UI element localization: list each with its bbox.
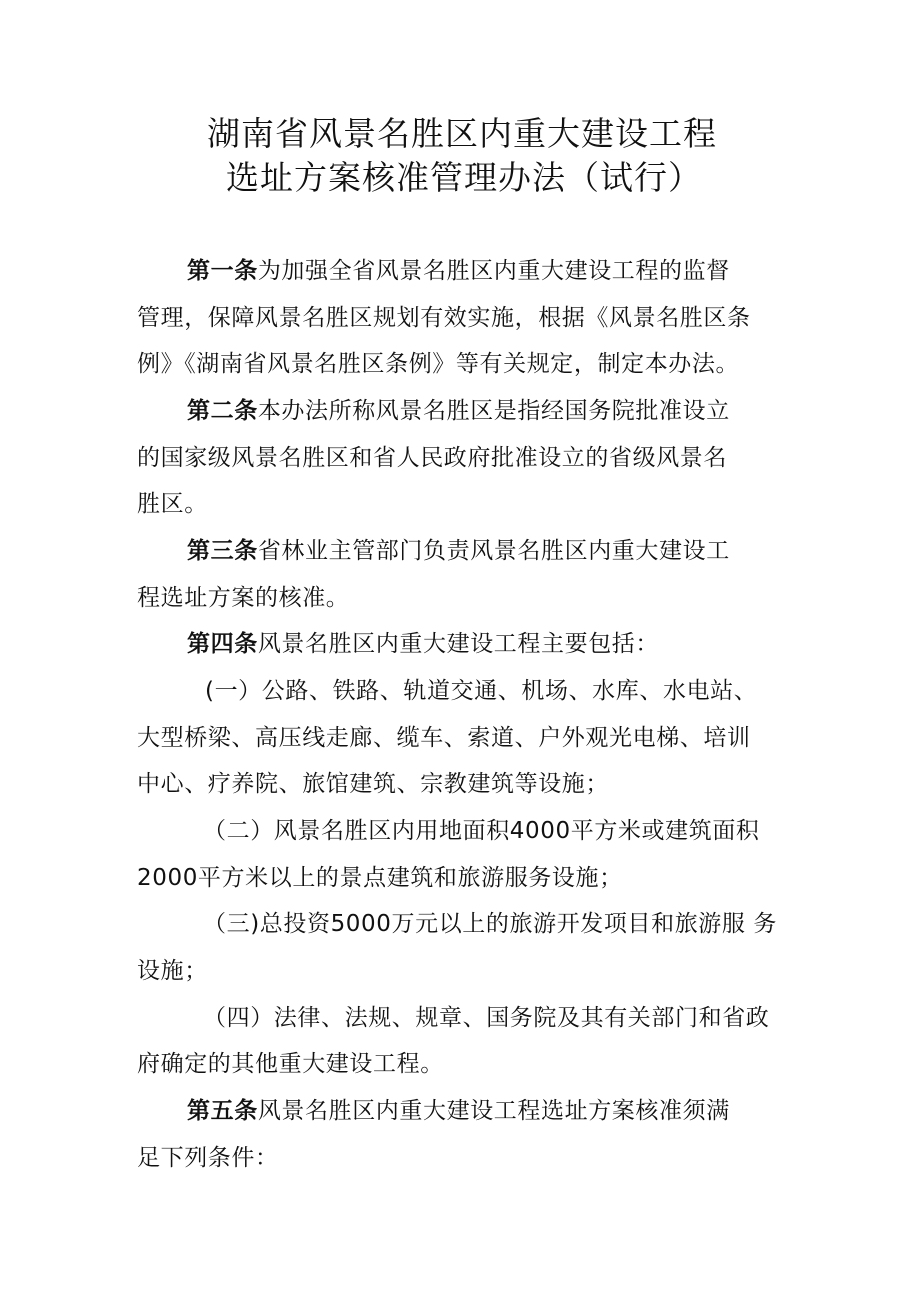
document-title-line-2: 选址方案核准管理办法（试行） (226, 158, 702, 197)
item-2-line-2: 2000平方米以上的景点建筑和旅游服务设施； (137, 865, 623, 891)
item-1-line-2: 大型桥梁、高压线走廊、缆车、索道、户外观光电梯、培训 (137, 725, 751, 751)
article-label: 第三条 (187, 538, 258, 564)
article-label: 第五条 (187, 1098, 258, 1124)
document-title-line-1: 湖南省风景名胜区内重大建设工程 (207, 114, 717, 153)
article-label: 第二条 (187, 398, 258, 424)
article-2-line-1: 第二条本办法所称风景名胜区是指经国务院批准设立 (187, 398, 730, 424)
item-3-line-1: （三)总投资5000万元以上的旅游开发项目和旅游服 务 (203, 911, 778, 937)
article-4-line-1: 第四条风景名胜区内重大建设工程主要包括： (187, 631, 660, 657)
article-3-line-1: 第三条省林业主管部门负责风景名胜区内重大建设工 (187, 538, 730, 564)
article-label: 第一条 (187, 258, 258, 284)
article-1-line-2: 管理，保障风景名胜区规划有效实施，根据《风景名胜区条 (137, 305, 751, 331)
article-2-line-2: 的国家级风景名胜区和省人民政府批准设立的省级风景名 (137, 445, 727, 471)
article-2-line-3: 胜区。 (137, 491, 208, 517)
article-1-line-1: 第一条为加强全省风景名胜区内重大建设工程的监督 (187, 258, 730, 284)
article-3-line-2: 程选址方案的核准。 (137, 585, 350, 611)
item-4-line-1: （四）法律、法规、规章、国务院及其有关部门和省政 (203, 1005, 770, 1031)
article-1-line-3: 例》《湖南省风景名胜区条例》等有关规定，制定本办法。 (137, 351, 740, 377)
item-2-line-1: （二）风景名胜区内用地面积4000平方米或建筑面积 (203, 818, 760, 844)
article-label: 第四条 (187, 631, 258, 657)
article-5-line-2: 足下列条件： (137, 1145, 279, 1171)
item-1-line-3: 中心、疗养院、旅馆建筑、宗教建筑等设施； (137, 771, 609, 797)
item-4-line-2: 府确定的其他重大建设工程。 (137, 1051, 444, 1077)
item-3-line-2: 设施； (137, 958, 208, 984)
item-1-line-1: (一）公路、铁路、轨道交通、机场、水库、水电站、 (205, 678, 758, 704)
article-5-line-1: 第五条风景名胜区内重大建设工程选址方案核准须满 (187, 1098, 730, 1124)
